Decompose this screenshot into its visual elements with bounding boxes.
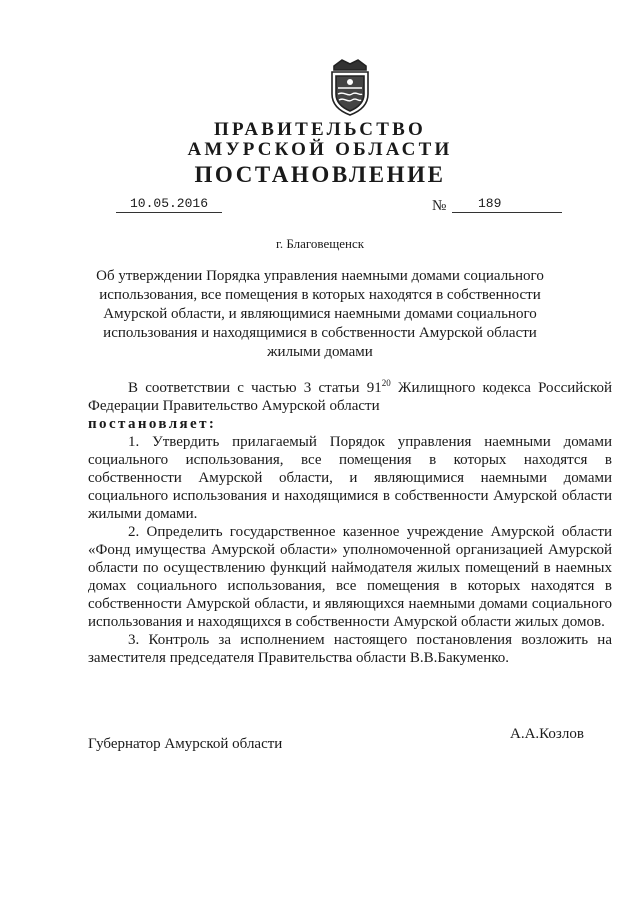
clause-2: 2. Определить государственное казенное учреждение Амурской области «Фонд имущества Амурской области» уполномоченной организацией Амурской области по осуществлению функций наймодателя жилых помещений в наемных домах социального использования, все помещения в которых находятся в собственности Амурской области, и являющихся наемными домами социального использования и находящихся в собственности Амурской области жилых домов. <box>88 524 612 630</box>
clause-1: 1. Утвердить прилагаемый Порядок управления наемными домами социального использования, все помещения в которых находятся в собственности Амурской области, и являющимися наемными домами социального использования и находящимися в собственности Амурской области жилыми домами. <box>88 434 612 522</box>
document-date: 10.05.2016 <box>116 196 222 213</box>
preamble <box>88 374 612 415</box>
document-type: ПОСТАНОВЛЕНИЕ <box>194 162 446 187</box>
preamble-text: В соответствии с частью 3 статьи 91 <box>128 380 382 396</box>
org-name-line1: ПРАВИТЕЛЬСТВО <box>214 119 426 140</box>
document-body <box>88 374 612 667</box>
preamble-text-cont: Жилищного кодекса Российской Федерации Правительство Амурской области <box>88 380 612 414</box>
resolves-word: постановляет: <box>88 416 217 432</box>
coat-of-arms-icon <box>326 58 374 116</box>
signer-name: А.А.Козлов <box>510 726 584 742</box>
city: г. Благовещенск <box>275 236 365 251</box>
document-subject: Об утверждении Порядка управления наемными домами социального использования, все помещения в которых находятся в собственности Амурской области, и являющимися наемными домами социального использования и находящимися в собственности Амурской области жилыми домами <box>96 268 544 360</box>
clause-3: 3. Контроль за исполнением настоящего постановления возложить на заместителя председателя Правительства области В.В.Бакуменко. <box>88 632 612 666</box>
signer-title: Губернатор Амурской области <box>88 736 283 752</box>
preamble-superscript: 20 <box>381 378 391 388</box>
number-label: № <box>432 198 447 214</box>
document-number: 189 <box>452 196 562 213</box>
org-name-line2: АМУРСКОЙ ОБЛАСТИ <box>187 139 453 160</box>
